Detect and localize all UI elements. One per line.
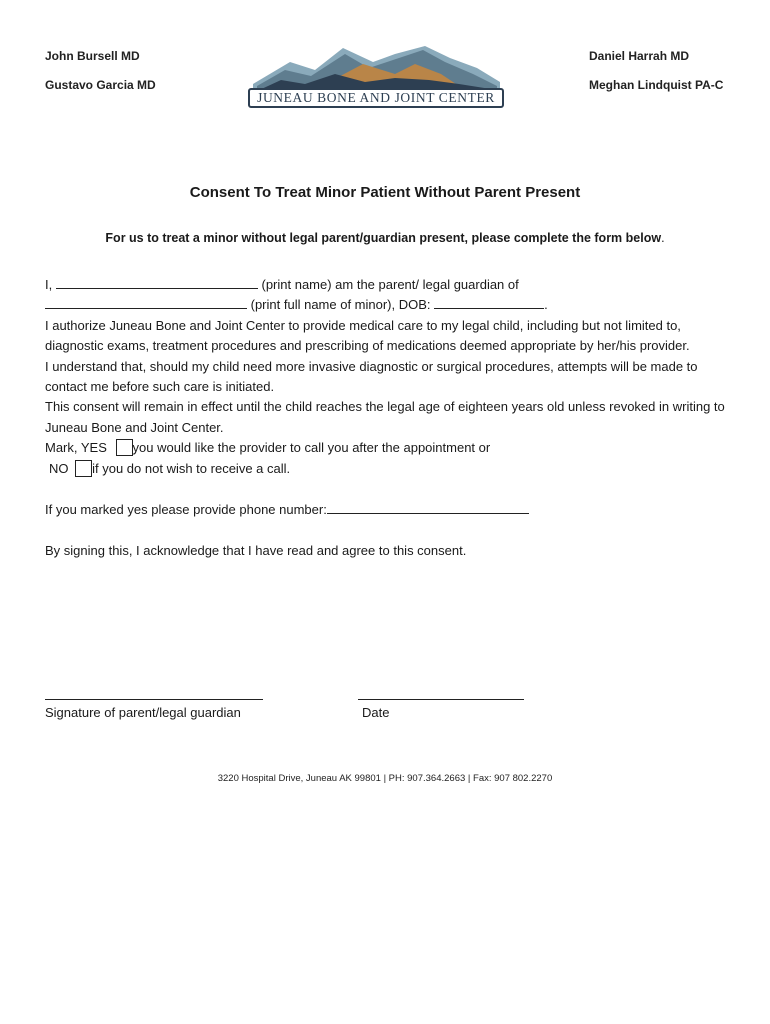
acknowledge-line: By signing this, I acknowledge that I have read and agree to this consent. [45, 543, 467, 559]
mountain-logo-icon [245, 40, 507, 92]
guardian-line [45, 275, 725, 295]
provider-name-2: Gustavo Garcia MD [45, 78, 156, 92]
consent-body [45, 275, 725, 562]
date-label: Date [362, 705, 390, 720]
yes-text: you would like the provider to call you after the appointment or [132, 440, 491, 456]
clinic-logo [245, 40, 507, 112]
provider-name-4: Meghan Lindquist PA-C [589, 78, 724, 92]
yes-line [45, 438, 725, 458]
authorize-paragraph: I authorize Juneau Bone and Joint Center to provide medical care to my legal child, including but not limited to, diagnostic exams, treatment procedures and prescribing of medications deemed appropriate by her/his provider. [45, 317, 690, 354]
guardian-name-field[interactable] [56, 276, 258, 289]
minor-suffix: (print full name of minor), DOB: [250, 297, 431, 313]
minor-line [45, 295, 725, 315]
guardian-signature-label: Signature of parent/legal guardian [45, 705, 241, 720]
guardian-suffix: (print name) am the parent/ legal guardian of [261, 277, 519, 292]
effect-paragraph: This consent will remain in effect until the child reaches the legal age of eighteen years old unless revoked in writing to Juneau Bone and Joint Center. [45, 399, 725, 435]
yes-checkbox[interactable] [116, 439, 133, 456]
no-text: if you do not wish to receive a call. [92, 460, 291, 476]
subtitle-tail: . [661, 231, 665, 245]
page-title: Consent To Treat Minor Patient Without Parent Present [189, 184, 581, 201]
guardian-prefix: I, [45, 277, 53, 292]
date-signature-line[interactable] [358, 699, 524, 700]
subtitle-text: For us to treat a minor without legal parent/guardian present, please complete the form below [105, 231, 662, 245]
provider-name-1: John Bursell MD [45, 49, 140, 63]
understand-paragraph: I understand that, should my child need more invasive diagnostic or surgical procedures, attempts will be made to contact me before such care is initiated. [45, 358, 698, 395]
minor-name-field[interactable] [45, 296, 247, 309]
page-subtitle [0, 231, 770, 245]
no-prefix: NO [49, 460, 69, 476]
dob-end: . [544, 297, 548, 313]
no-line [45, 459, 725, 479]
phone-label: If you marked yes please provide phone number: [45, 502, 327, 518]
dob-field[interactable] [434, 296, 544, 309]
logo-wordmark: JUNEAU BONE AND JOINT CENTER [248, 88, 504, 108]
footer-address: 3220 Hospital Drive, Juneau AK 99801 | PH: 907.364.2663 | Fax: 907 802.2270 [217, 773, 553, 784]
no-checkbox[interactable] [75, 460, 92, 477]
phone-line [45, 500, 725, 520]
guardian-signature-line[interactable] [45, 699, 263, 700]
provider-name-3: Daniel Harrah MD [589, 49, 690, 63]
phone-field[interactable] [327, 501, 529, 514]
yes-prefix: Mark, YES [45, 440, 107, 456]
